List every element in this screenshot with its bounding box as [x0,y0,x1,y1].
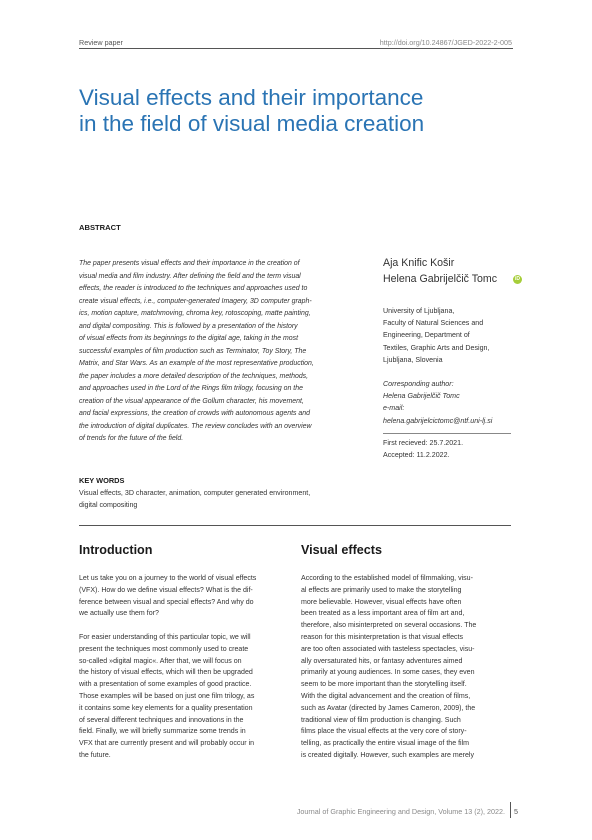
paper-title: Visual effects and their importance in the field of visual media creation [79,85,425,136]
paper-type-label: Review paper [79,38,123,47]
abstract-heading: ABSTRACT [79,223,121,232]
author-name: Helena Gabrijelčič Tomc [383,273,498,285]
submission-dates: First recieved: 25.7.2021. Accepted: 11.2.2022. [383,439,464,460]
author-name: Aja Knific Košir [383,257,455,269]
doi-link[interactable]: http://doi.org/10.24867/JGED-2022-2-005 [379,38,512,47]
dates-divider [383,433,511,434]
abstract-text: The paper presents visual effects and their importance in the creation of visual media and film industry. After defining the field and the term visual effects, the reader is introduced to the techniques and approaches used to create visual effects, i.e., computer-generated Imagery, 3D computer graph- ics, motion capture, matchmoving, chroma key, rotoscoping, matte painting, and digital compositing. This is followed by a presentation of the history of visual effects from its beginnings to the digital age, taking in the most successful examples of film production such as Terminator, Toy Story, The Matrix, and Star Wars. As an example of the most representative production, the paper includes a more detailed description of the techniques, methods, and approaches used in the Lord of the Rings film trilogy, focusing on the creation of the visual appearance of the Gollum character, his movement, and facial expressions, the creation of crowds with autonomous agents and the introduction of digital duplicates. The review concludes with an overview of trends for the future of the field. [79,260,314,442]
section-divider [79,525,511,526]
section-heading-visual-effects: Visual effects [301,543,382,557]
header-divider [79,48,513,49]
visual-effects-body: According to the established model of filmmaking, visu- al effects are primarily used to make the storytelling more believable. However, visual effects have often been treated as a less important area of film art and, therefore, also misinterpreted on several occasions. The reason for this misinterpretation is that visual effects are too often associated with tasteless spectacles, visu- ally oversaturated hits, or fantasy adventures aimed primarily at young audiences. In some cases, they even seem to be more important than the storytelling itself. With the digital advancement and the creation of films, such as Avatar (directed by James Cameron, 2009), the traditional view of film production is changing. Such films place the visual effects at the very core of story- telling, as practically the entire visual image of the film is created digitally. However, such examples are merely [301,575,477,759]
affiliation: University of Ljubljana, Faculty of Natural Sciences and Engineering, Department of Textiles, Graphic Arts and Design, Ljubljana, Slovenia [383,307,490,364]
keywords-text: Visual effects, 3D character, animation, computer generated environment, digital compositing [79,489,311,510]
corresponding-author: Corresponding author: Helena Gabrijelčič Tomc e-mail: helena.gabrijelcictomc@ntf.uni-lj.si [383,380,493,425]
orcid-icon[interactable]: iD [515,276,520,282]
footer-divider [510,802,511,818]
section-heading-introduction: Introduction [79,543,153,557]
page-number: 5 [514,807,518,816]
journal-citation: Journal of Graphic Engineering and Design, Volume 13 (2), 2022. [296,807,505,816]
keywords-heading: KEY WORDS [79,476,125,485]
introduction-body: Let us take you on a journey to the world of visual effects (VFX). How do we define visual effects? What is the dif- ference between visual and special effects? And why do we actually use them for? For easier understanding of this particular topic, we will present the techniques most commonly used to create so-called »digital magic«. After that, we will focus on the history of visual effects, which will then be upgraded with a presentation of some examples of good practice. Those examples will be based on just one film trilogy, as it contains some key elements for a quality presentation of several different techniques and innovations in the field. Finally, we will briefly summarize some trends in VFX that are currently present and will probably occur in the future. [79,575,257,759]
